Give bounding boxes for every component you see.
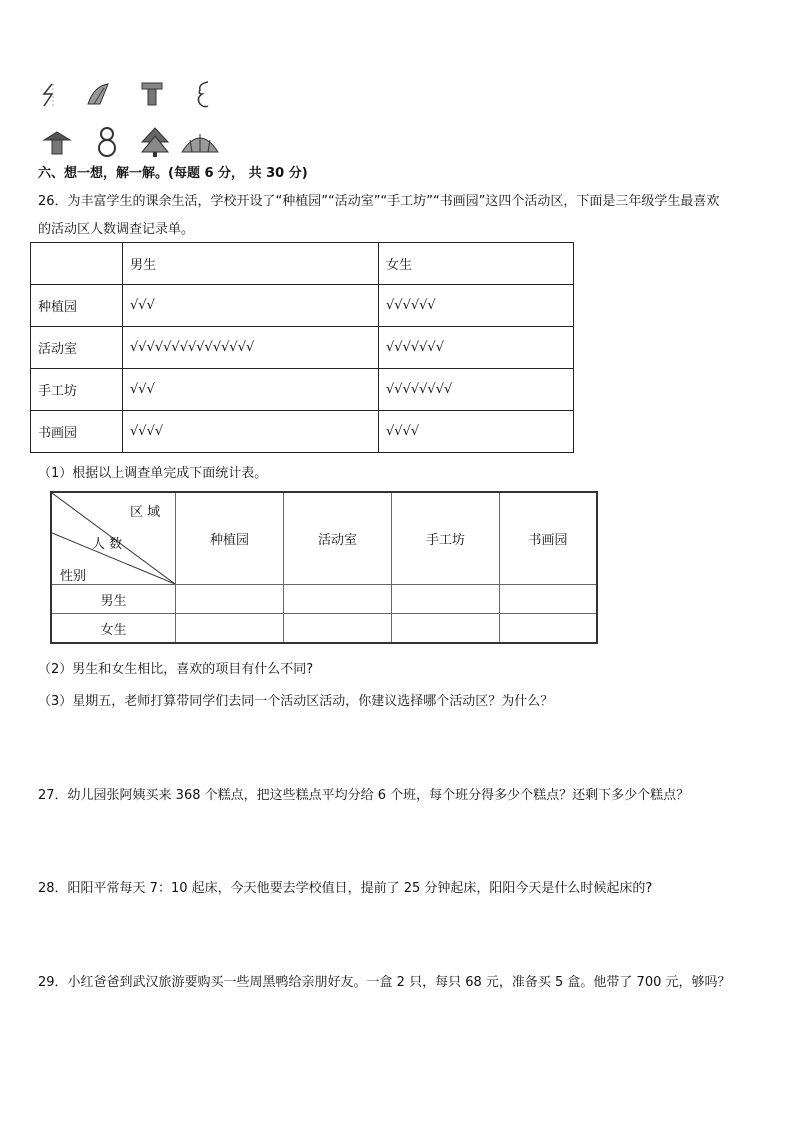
- survey-table: [30, 242, 574, 453]
- half-gourd-figure: [196, 80, 210, 108]
- row-header: 男生: [51, 585, 176, 614]
- area-name: 活动室: [31, 327, 123, 369]
- corner-label-count: 人 数: [92, 537, 123, 552]
- q26-sub2: （2）男生和女生相比，喜欢的项目有什么不同?: [38, 662, 314, 677]
- snowman-figure: [96, 126, 118, 158]
- answer-cell[interactable]: [500, 585, 598, 614]
- section-title: 六、想一想，解一解。(每题 6 分， 共 30 分): [38, 166, 308, 181]
- q26-text-line1: 26．为丰富学生的课余生活，学校开设了“种植园”“活动室”“手工坊”“书画园”这四个活动区，下面是三年级学生最喜欢: [38, 194, 720, 209]
- tally: √√√√: [379, 411, 574, 453]
- tally: √√√: [123, 369, 379, 411]
- table-header: 男生: [123, 243, 379, 285]
- q29-text: 29．小红爸爸到武汉旅游要购买一些周黑鸭给亲朋好友。一盒 2 只，每只 68 元，准备买 5 盒。他带了 700 元，够吗？: [38, 975, 731, 990]
- table-row: [51, 614, 597, 644]
- half-umbrella-figure: [86, 82, 112, 108]
- tally: √√√: [123, 285, 379, 327]
- table-row: [51, 492, 597, 585]
- mushroom-figure: [42, 128, 72, 158]
- diagonal-header-cell: [51, 492, 176, 585]
- half-lightning-figure: [40, 82, 60, 108]
- area-name: 种植园: [31, 285, 123, 327]
- table-row: [31, 369, 574, 411]
- column-header: 种植园: [176, 492, 284, 585]
- table-row: [51, 585, 597, 614]
- table-header: 女生: [379, 243, 574, 285]
- table-row: [31, 243, 574, 285]
- tree-figure: [140, 126, 170, 158]
- tally: √√√√√√√√: [379, 369, 574, 411]
- statistics-table: [50, 491, 598, 644]
- answer-cell[interactable]: [392, 614, 500, 644]
- corner-label-gender: 性别: [60, 569, 87, 584]
- answer-cell[interactable]: [392, 585, 500, 614]
- table-row: [31, 285, 574, 327]
- table-row: [31, 327, 574, 369]
- q26-sub1: （1）根据以上调查单完成下面统计表。: [38, 466, 268, 481]
- answer-cell[interactable]: [284, 585, 392, 614]
- q26-sub3: （3）星期五，老师打算带同学们去同一个活动区活动，你建议选择哪个活动区？为什么？: [38, 694, 554, 709]
- area-name: 手工坊: [31, 369, 123, 411]
- q26-text-line2: 的活动区人数调查记录单。: [38, 222, 195, 237]
- corner-label-area: 区 域: [130, 505, 161, 520]
- tally: √√√√√√√√√√√√√√√: [123, 327, 379, 369]
- column-header: 活动室: [284, 492, 392, 585]
- q28-text: 28．阳阳平常每天 7：10 起床，今天他要去学校值日，提前了 25 分钟起床，阳阳今天是什么时候起床的?: [38, 881, 653, 896]
- table-row: [31, 411, 574, 453]
- tally: √√√√: [123, 411, 379, 453]
- tally: √√√√√√√: [379, 327, 574, 369]
- answer-cell[interactable]: [284, 614, 392, 644]
- answer-cell[interactable]: [176, 585, 284, 614]
- column-header: 手工坊: [392, 492, 500, 585]
- dome-umbrella-figure: [180, 130, 220, 156]
- column-header: 书画园: [500, 492, 598, 585]
- answer-cell[interactable]: [176, 614, 284, 644]
- answer-cell[interactable]: [500, 614, 598, 644]
- table-cell: [31, 243, 123, 285]
- q27-text: 27．幼儿园张阿姨买来 368 个糕点，把这些糕点平均分给 6 个班，每个班分得多少个糕点？还剩下多少个糕点？: [38, 788, 690, 803]
- row-header: 女生: [51, 614, 176, 644]
- half-table-figure: [140, 80, 166, 108]
- area-name: 书画园: [31, 411, 123, 453]
- tally: √√√√√√: [379, 285, 574, 327]
